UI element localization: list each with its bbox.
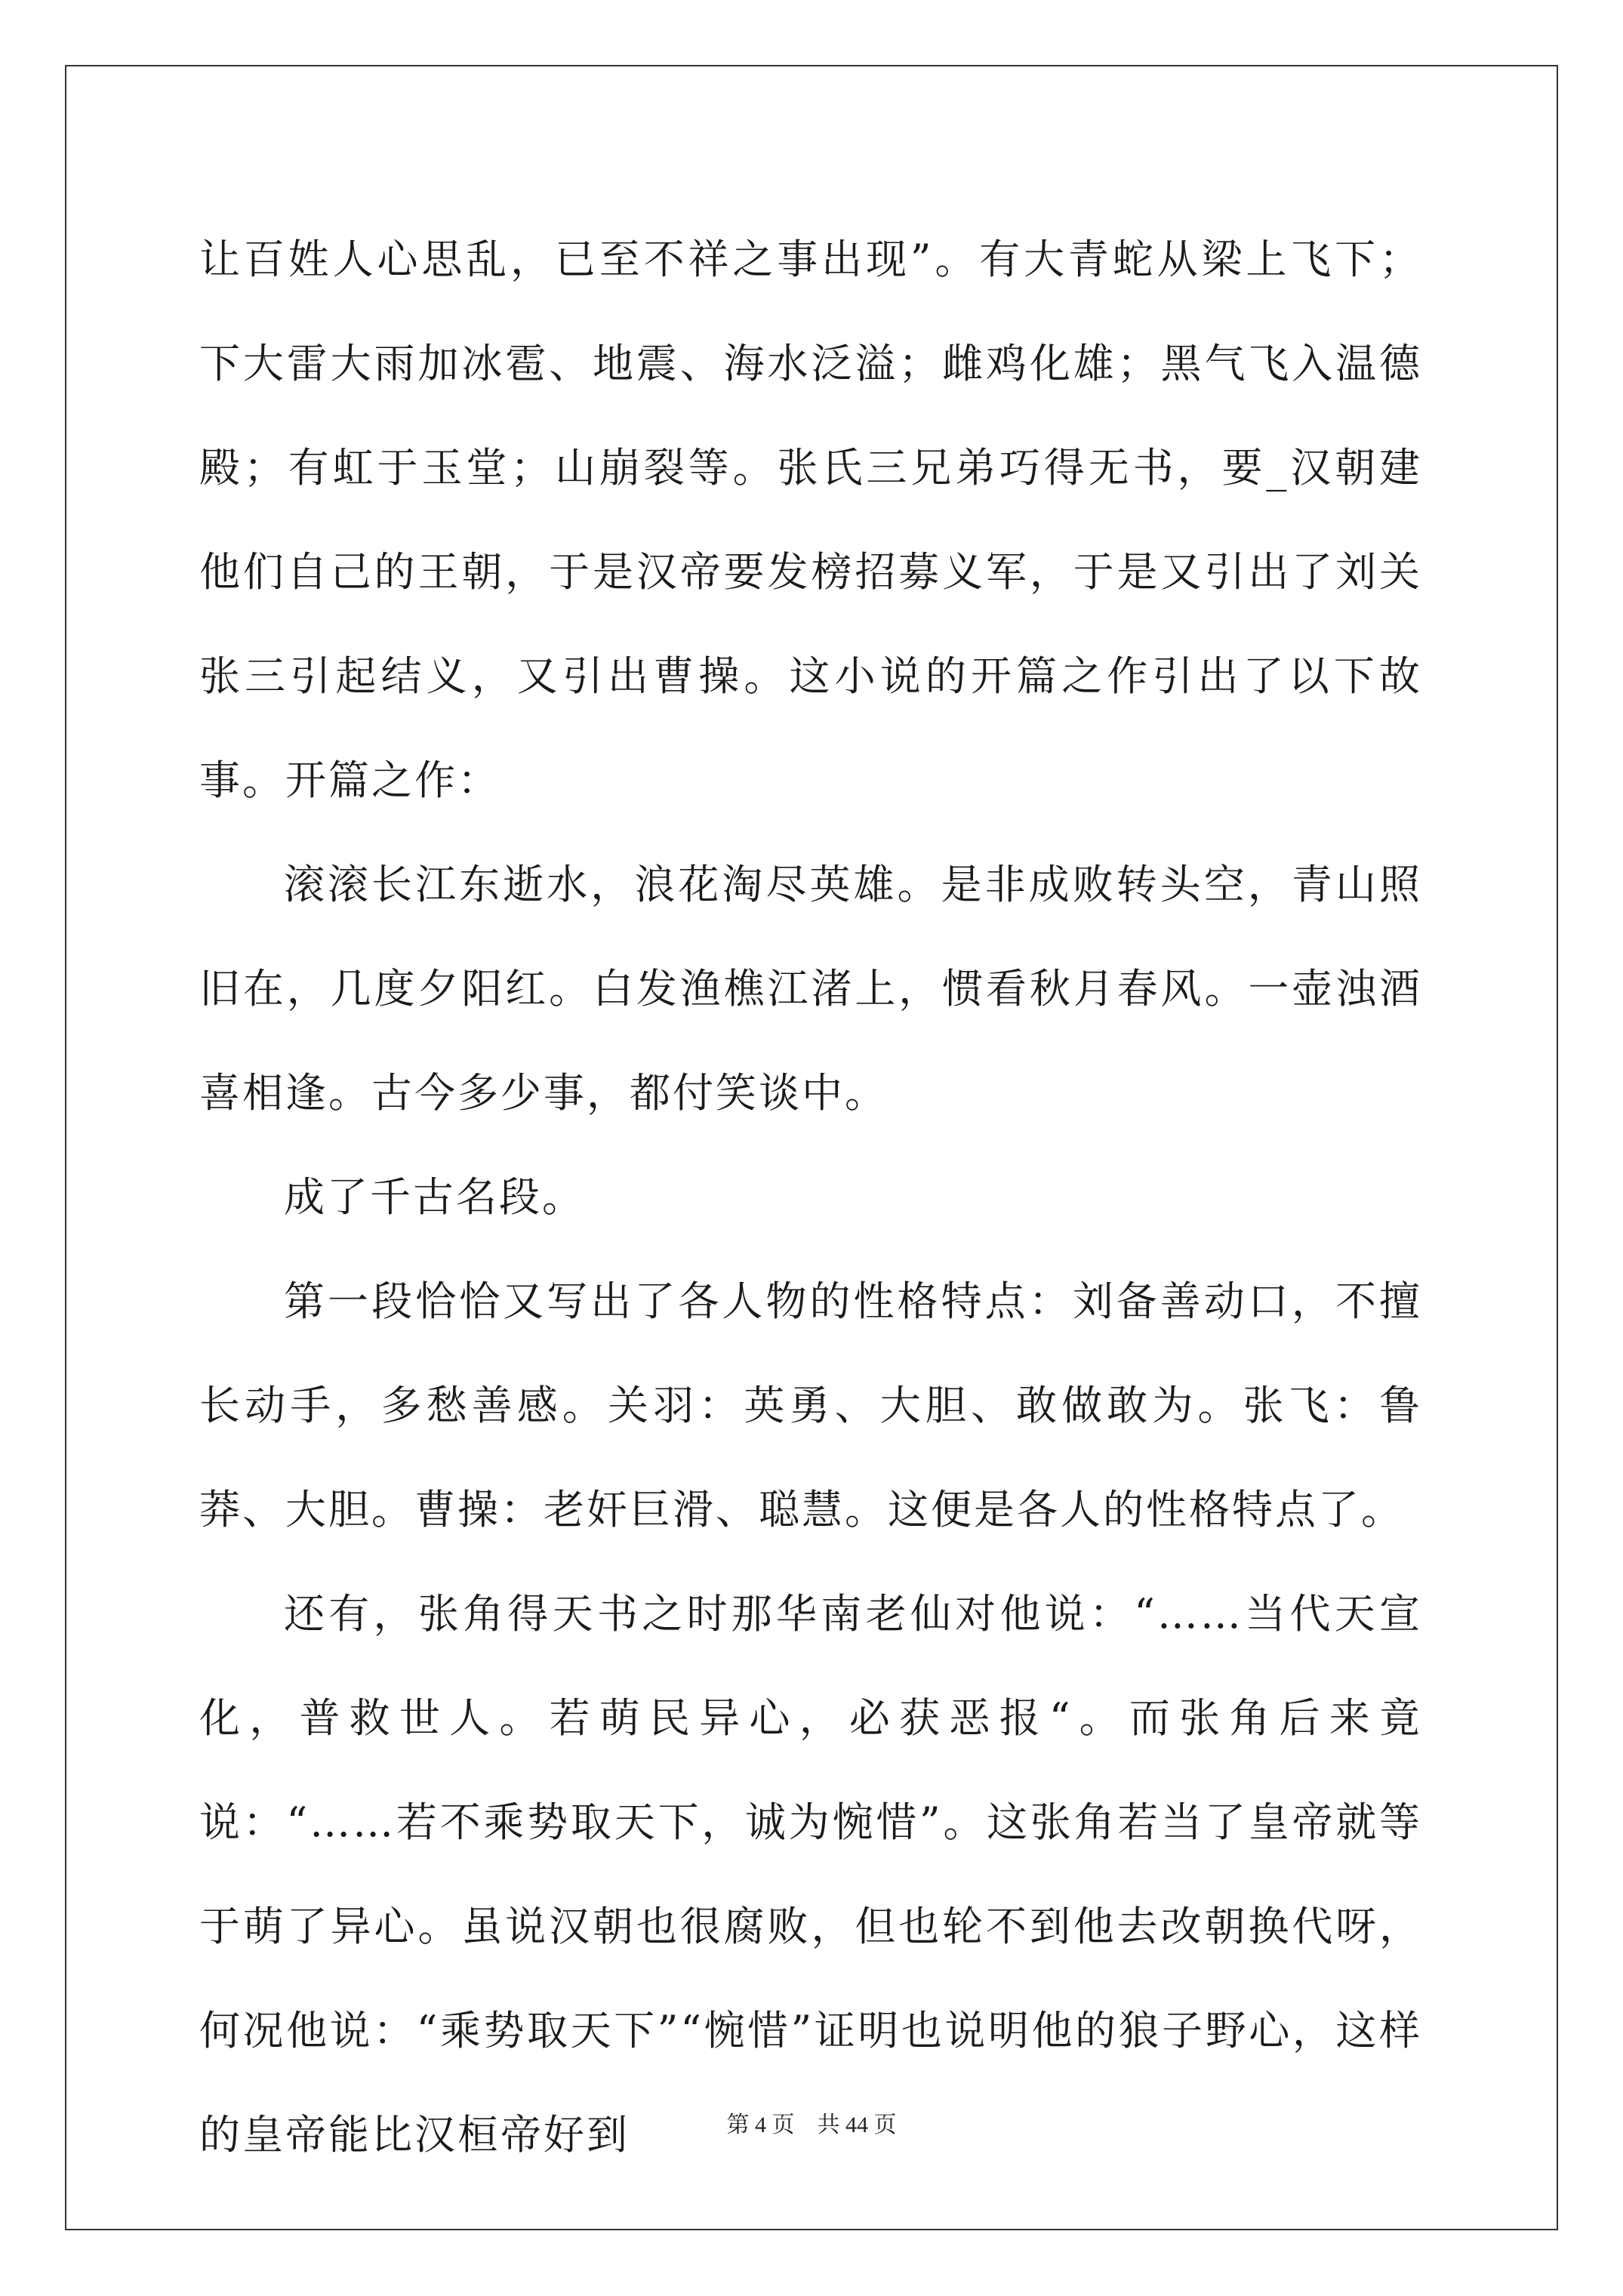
paragraph-4: 第一段恰恰又写出了各人物的性格特点：刘备善动口，不擅长动手，多愁善感。关羽：英勇、大胆、敢做敢为。张飞：鲁莽、大胆。曹操：老奸巨滑、聪慧。这便是各人的性格特点了。 bbox=[199, 1277, 1422, 1533]
paragraph-2: 滚滚长江东逝水，浪花淘尽英雄。是非成败转头空，青山照旧在，几度夕阳红。白发渔樵江渚上，惯看秋月春风。一壶浊酒喜相逢。古今多少事，都付笑谈中。 bbox=[199, 861, 1422, 1117]
paragraph-5: 还有，张角得天书之时那华南老仙对他说：“……当代天宣化，普救世人。若萌民异心，必获恶报“。而张角后来竟说：“……若不乘势取天下，诚为惋惜”。这张角若当了皇帝就等于萌了异心。虽说汉朝也很腐败，但也轮不到他去改朝换代呀，何况他说：“乘势取天下”“惋惜”证明也说明他的狼子野心，这样的皇帝能比汉桓帝好到 bbox=[199, 1590, 1422, 2159]
document-body bbox=[199, 208, 1422, 2187]
paragraph-1: 让百姓人心思乱，已至不祥之事出现”。有大青蛇从梁上飞下；下大雷大雨加冰雹、地震、海水泛溢；雌鸡化雄；黑气飞入温德殿；有虹于玉堂；山崩裂等。张氏三兄弟巧得无书，要_汉朝建他们自己的王朝，于是汉帝要发榜招募义军，于是又引出了刘关张三引起结义，又引出曹操。这小说的开篇之作引出了以下故事。开篇之作： bbox=[199, 236, 1422, 804]
paragraph-3: 成了千古名段。 bbox=[284, 1173, 585, 1221]
page-number-footer: 第 4 页 共 44 页 bbox=[726, 2113, 897, 2137]
